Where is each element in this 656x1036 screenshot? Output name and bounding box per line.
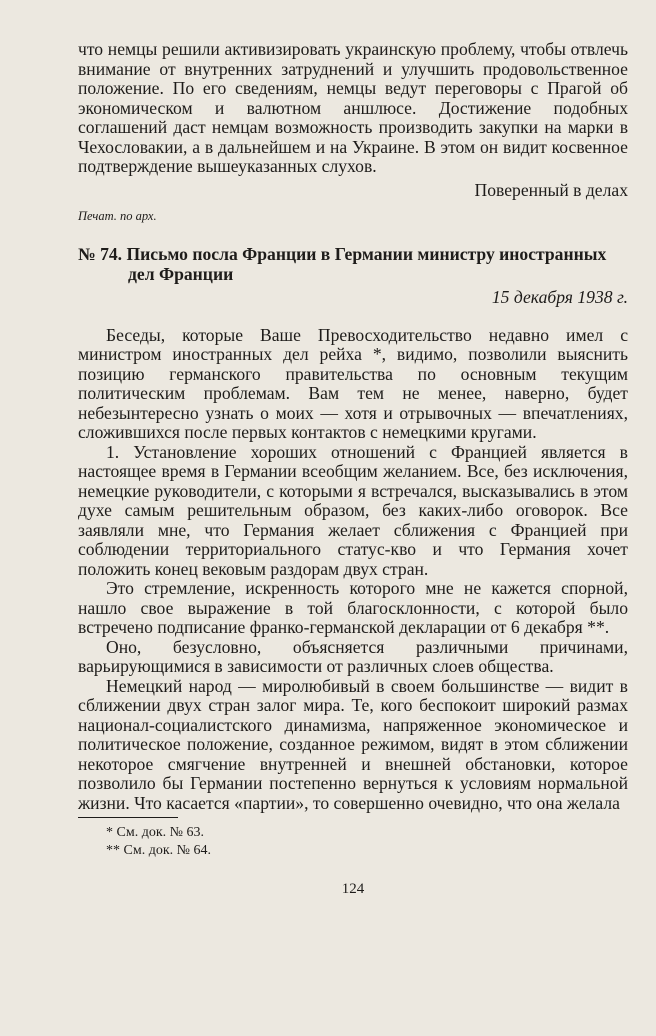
paragraph: Беседы, которые Ваше Превосходительство недавно имел с министром иностранных дел рейха *, видимо, позволили выяснить позицию германского правительства по основным текущим политическим проблемам. Вам тем не менее, наверно, будет небезынтересно узнать о моих — хотя и отрывочных — впечатлениях, сложившихся после первых контактов с немецкими кругами. [78, 324, 628, 442]
footnote: * См. док. № 63. [106, 825, 204, 840]
page-text [78, 40, 628, 900]
paragraph: Немецкий народ — миролюбивый в своем большинстве — видит в сближении двух стран залог мира. Те, кого беспокоит широкий размах национал-социалистского динамизма, напряженное экономическое и политическое положение, созданное режимом, видят в этом сближении некоторое смягчение внутренней и внешней обстановки, которое позволило бы Германии постепенно вернуться к условиям нормальной жизни. Что касается «партии», то совершенно очевидно, что она желала [78, 675, 628, 813]
page-number: 124 [341, 881, 365, 897]
footnote: ** См. док. № 64. [106, 843, 211, 858]
document-heading: № 74. Письмо посла Франции в Германии министру иностранных дел Франции [78, 244, 607, 284]
paragraph: 1. Установление хороших отношений с Францией является в настоящее время в Германии всеобщим желанием. Все, без исключения, немецкие руководители, с которыми я встречался, высказывались в этом духе самым решительным образом, без каких-либо оговорок. Все заявляли мне, что Германия желает сближения с Францией при соблюдении территориального статус-кво и что Германия хочет положить конец вековым раздорам двух стран. [78, 441, 628, 579]
document-date: 15 декабря 1938 г. [491, 287, 628, 307]
signature: Поверенный в делах [474, 179, 628, 200]
paragraph: Это стремление, искренность которого мне не кажется спорной, нашло свое выражение в той благосклонности, с которой было встречено подписание франко-германской декларации от 6 декабря **. [78, 578, 628, 637]
source-note: Печат. по арх. [78, 209, 157, 223]
footnote-rule [78, 817, 178, 818]
paragraph: Оно, безусловно, объясняется различными причинами, варьирующимися в зависимости от различных слоев общества. [78, 636, 628, 676]
continued-paragraph: что немцы решили активизировать украинскую проблему, чтобы отвлечь внимание от внутренних затруднений и улучшить продовольственное положение. По его сведениям, немцы ведут переговоры с Прагой об экономическом и валютном аншлюсе. Достижение подобных соглашений даст немцам возможность производить закупки на марки в Чехословакии, а в дальнейшем и на Украине. В этом он видит косвенное подтверждение вышеуказанных слухов. [78, 39, 628, 176]
